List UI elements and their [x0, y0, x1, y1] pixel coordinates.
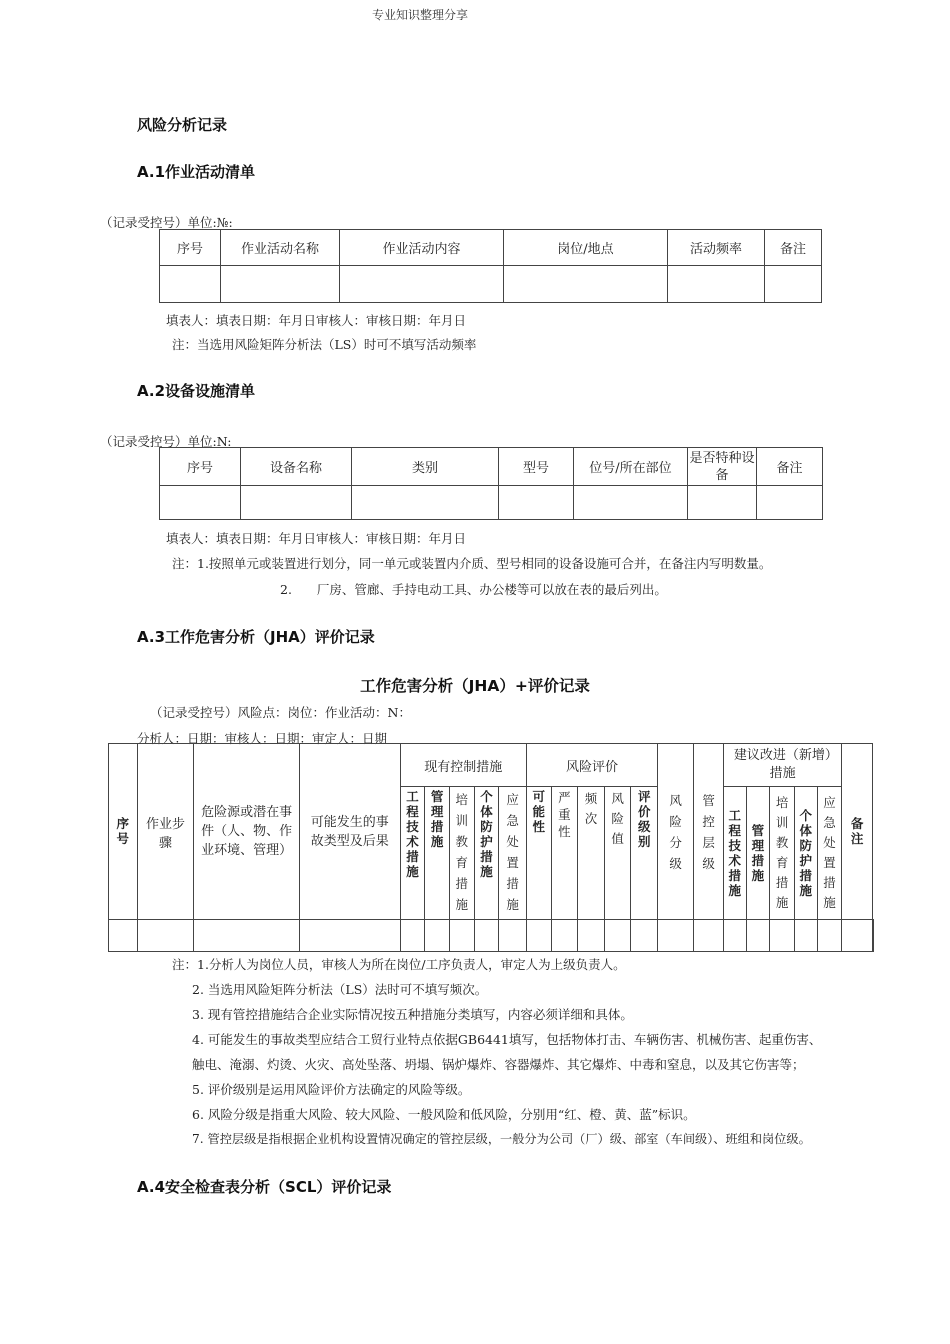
table-cell[interactable] [160, 486, 241, 520]
col-header: 类别 [352, 448, 499, 486]
table-cell[interactable] [400, 920, 425, 952]
jha-table-title: 工作危害分析（JHA）+评价记录 [360, 677, 590, 695]
col-header: 作业活动名称 [221, 230, 340, 266]
table-cell[interactable] [241, 486, 352, 520]
eval-severity: 严重性 [551, 787, 578, 920]
table-cell[interactable] [109, 920, 138, 952]
section-a3-heading: A.3工作危害分析（JHA）评价记录 [137, 628, 375, 646]
suggest-management: 管理措施 [746, 787, 770, 920]
table-cell[interactable] [757, 486, 823, 520]
table-cell[interactable] [578, 920, 605, 952]
jha-table [108, 743, 874, 952]
group-header-control: 现有控制措施 [400, 744, 526, 787]
col-header: 位号/所在部位 [574, 448, 688, 486]
suggest-training: 培训教育措施 [770, 787, 795, 920]
table-cell[interactable] [352, 486, 499, 520]
col-header: 作业活动内容 [340, 230, 504, 266]
suggest-ppe: 个体防护措施 [794, 787, 817, 920]
table-cell[interactable] [574, 486, 688, 520]
a3-note-5: 5. 评价级别是运用风险评价方法确定的风险等级。 [192, 1082, 471, 1097]
a2-footer: 填表人：填表日期：年月日审核人：审核日期：年月日 [166, 531, 467, 546]
a3-note-4: 4. 可能发生的事故类型应结合工贸行业特点依据GB6441填写，包括物体打击、车辆伤害、机械伤害、起重伤害、 [192, 1032, 822, 1047]
page-title: 风险分析记录 [137, 116, 228, 134]
table-cell[interactable] [658, 920, 694, 952]
col-header-hazard: 危险源或潜在事件（人、物、作业环境、管理） [194, 744, 299, 920]
control-ppe: 个体防护措施 [474, 787, 499, 920]
control-training: 培训教育措施 [449, 787, 474, 920]
a3-note-2: 2. 当选用风险矩阵分析法（LS）法时可不填写频次。 [192, 982, 488, 997]
col-header: 备注 [765, 230, 822, 266]
table-cell[interactable] [842, 920, 873, 952]
a3-note-1: 注：1.分析人为岗位人员，审核人为所在岗位/工序负责人，审定人为上级负责人。 [172, 957, 626, 972]
eval-grade: 评价级别 [631, 787, 658, 920]
col-header-note: 备注 [842, 744, 873, 920]
col-header: 备注 [757, 448, 823, 486]
table-cell[interactable] [526, 920, 551, 952]
col-header-level: 风险分级 [658, 744, 694, 920]
suggest-engineering: 工程技术措施 [723, 787, 746, 920]
table-header-row [160, 230, 822, 266]
table-cell[interactable] [340, 266, 504, 303]
table-cell[interactable] [499, 486, 574, 520]
a1-record-ref: （记录受控号）单位:№: [100, 215, 233, 230]
equipment-table [159, 447, 823, 520]
table-cell[interactable] [668, 266, 765, 303]
table-row [109, 920, 874, 952]
a3-note-3: 3. 现有管控措施结合企业实际情况按五种措施分类填写，内容必须详细和具体。 [192, 1007, 633, 1022]
table-row [160, 486, 823, 520]
col-header: 设备名称 [241, 448, 352, 486]
table-cell[interactable] [425, 920, 450, 952]
a1-note: 注：当选用风险矩阵分析法（LS）时可不填写活动频率 [172, 337, 477, 352]
a3-record-ref: （记录受控号）风险点：岗位：作业活动：N： [150, 705, 411, 720]
a2-record-ref: （记录受控号）单位:N: [100, 434, 232, 449]
col-header: 序号 [160, 230, 221, 266]
col-header: 是否特种设备 [688, 448, 757, 486]
table-cell[interactable] [688, 486, 757, 520]
table-cell[interactable] [194, 920, 299, 952]
section-a4-heading: A.4安全检查表分析（SCL）评价记录 [137, 1178, 392, 1196]
table-cell[interactable] [221, 266, 340, 303]
table-cell[interactable] [794, 920, 817, 952]
control-engineering: 工程技术措施 [400, 787, 425, 920]
col-header-ctrl-layer: 管控层级 [694, 744, 724, 920]
table-cell[interactable] [765, 266, 822, 303]
eval-likelihood: 可能性 [526, 787, 551, 920]
table-cell[interactable] [723, 920, 746, 952]
col-header-accident: 可能发生的事故类型及后果 [299, 744, 400, 920]
table-cell[interactable] [137, 920, 194, 952]
eval-risk-value: 风险值 [604, 787, 631, 920]
table-cell[interactable] [817, 920, 842, 952]
col-header: 活动频率 [668, 230, 765, 266]
control-management: 管理措施 [425, 787, 450, 920]
eval-frequency: 频次 [578, 787, 605, 920]
col-header-step: 作业步骤 [137, 744, 194, 920]
a3-note-6: 6. 风险分级是指重大风险、较大风险、一般风险和低风险，分别用“红、橙、黄、蓝”标识。 [192, 1107, 696, 1122]
table-cell[interactable] [551, 920, 578, 952]
table-cell[interactable] [504, 266, 668, 303]
a2-note-1: 注：1.按照单元或装置进行划分，同一单元或装置内介质、型号相同的设备设施可合并，在备注内写明数量。 [172, 556, 772, 571]
a1-footer: 填表人：填表日期：年月日审核人：审核日期：年月日 [166, 313, 467, 328]
a3-meta: 分析人：日期：审核人：日期：审定人：日期 [137, 731, 388, 746]
suggest-emergency: 应急处置措施 [817, 787, 842, 920]
section-a2-heading: A.2设备设施清单 [137, 382, 256, 400]
a2-note-2: 2. 厂房、管廊、手持电动工具、办公楼等可以放在表的最后列出。 [280, 582, 667, 597]
table-cell[interactable] [449, 920, 474, 952]
table-header-row [160, 448, 823, 486]
table-cell[interactable] [873, 920, 874, 952]
group-header-suggest: 建议改进（新增）措施 [723, 744, 842, 787]
activity-table [159, 229, 822, 303]
table-cell[interactable] [299, 920, 400, 952]
table-cell[interactable] [770, 920, 795, 952]
control-emergency: 应急处置措施 [499, 787, 527, 920]
page-header: 专业知识整理分享 [372, 8, 469, 22]
table-header-row [109, 744, 874, 787]
group-header-eval: 风险评价 [526, 744, 657, 787]
table-cell[interactable] [631, 920, 658, 952]
col-header: 序号 [160, 448, 241, 486]
table-cell[interactable] [746, 920, 770, 952]
a3-note-4-cont: 触电、淹溺、灼烫、火灾、高处坠落、坍塌、锅炉爆炸、容器爆炸、其它爆炸、中毒和窒息，以及其它伤害等； [192, 1057, 805, 1072]
col-header: 型号 [499, 448, 574, 486]
table-cell[interactable] [474, 920, 499, 952]
a3-note-7: 7. 管控层级是指根据企业机构设置情况确定的管控层级，一般分为公司（厂）级、部室（车间级）、班组和岗位级。 [192, 1132, 811, 1146]
table-cell[interactable] [604, 920, 631, 952]
table-cell[interactable] [160, 266, 221, 303]
col-header: 岗位/地点 [504, 230, 668, 266]
table-cell[interactable] [499, 920, 527, 952]
table-cell[interactable] [694, 920, 724, 952]
section-a1-heading: A.1作业活动清单 [137, 163, 256, 181]
table-row [160, 266, 822, 303]
col-header-seq: 序号 [109, 744, 138, 920]
